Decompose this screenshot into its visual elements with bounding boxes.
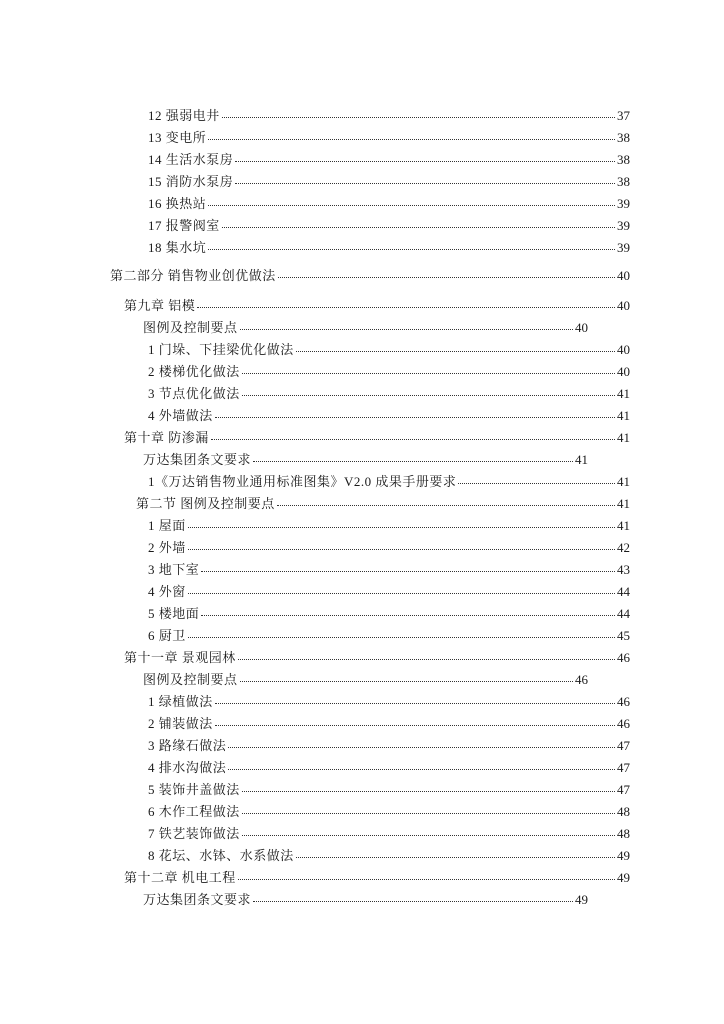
toc-dot-leader [222, 106, 615, 118]
toc-entry-page: 42 [617, 540, 630, 555]
toc-entry[interactable] [148, 758, 630, 778]
toc-entry-page: 40 [617, 298, 630, 313]
toc-entry-page: 37 [617, 108, 630, 123]
toc-entry-page: 41 [617, 518, 630, 533]
toc-dot-leader [242, 362, 615, 374]
toc-entry-page: 48 [617, 826, 630, 841]
toc-entry-title: 16 换热站 [148, 196, 207, 211]
toc-dot-leader [188, 538, 615, 550]
toc-entry-page: 38 [617, 130, 630, 145]
toc-entry-page: 46 [617, 716, 630, 731]
toc-dot-leader [242, 780, 615, 792]
toc-entry-title: 图例及控制要点 [143, 672, 238, 687]
toc-entry[interactable] [148, 714, 630, 734]
toc-entry[interactable] [148, 128, 630, 148]
toc-entry-title: 2 外墙 [148, 540, 186, 555]
toc-entry-title: 14 生活水泵房 [148, 152, 234, 167]
toc-entry[interactable] [148, 692, 630, 712]
toc-entry-page: 46 [575, 672, 588, 687]
toc-dot-leader [242, 384, 615, 396]
toc-entry[interactable] [148, 780, 630, 800]
toc-dot-leader [240, 670, 573, 682]
toc-entry-page: 41 [575, 452, 588, 467]
toc-dot-leader [222, 216, 615, 228]
toc-entry-page: 41 [617, 408, 630, 423]
toc-entry[interactable] [148, 846, 630, 866]
toc-entry[interactable] [148, 538, 630, 558]
toc-entry-title: 第十二章 机电工程 [124, 870, 236, 885]
toc-dot-leader [208, 238, 615, 250]
toc-dot-leader [188, 516, 615, 528]
toc-entry-title: 第二节 图例及控制要点 [136, 496, 275, 511]
toc-entry[interactable] [148, 106, 630, 126]
toc-entry[interactable] [124, 868, 630, 888]
toc-entry[interactable] [143, 670, 588, 690]
toc-entry[interactable] [148, 150, 630, 170]
toc-entry[interactable] [148, 194, 630, 214]
toc-entry[interactable] [143, 318, 588, 338]
toc-entry-title: 4 外墙做法 [148, 408, 213, 423]
toc-dot-leader [208, 128, 615, 140]
toc-entry-page: 47 [617, 738, 630, 753]
toc-entry-page: 41 [617, 430, 630, 445]
toc-entry[interactable] [148, 472, 630, 492]
toc-entry[interactable] [148, 824, 630, 844]
toc-entry[interactable] [148, 384, 630, 404]
toc-entry-page: 47 [617, 782, 630, 797]
toc-dot-leader [215, 714, 615, 726]
toc-entry-page: 41 [617, 496, 630, 511]
toc-dot-leader [211, 428, 615, 440]
toc-entry[interactable] [124, 648, 630, 668]
toc-dot-leader [296, 340, 615, 352]
toc-entry-page: 41 [617, 386, 630, 401]
toc-entry-title: 1 屋面 [148, 518, 186, 533]
toc-entry-page: 46 [617, 694, 630, 709]
toc-entry-title: 5 装饰井盖做法 [148, 782, 240, 797]
toc-dot-leader [277, 494, 615, 506]
toc-entry-title: 3 地下室 [148, 562, 200, 577]
toc-entry-title: 6 厨卫 [148, 628, 186, 643]
toc-entry-page: 39 [617, 218, 630, 233]
toc-entry-page: 44 [617, 606, 630, 621]
toc-dot-leader [235, 150, 615, 162]
toc-entry[interactable] [148, 362, 630, 382]
toc-entry-page: 44 [617, 584, 630, 599]
toc-entry-title: 3 路缘石做法 [148, 738, 227, 753]
toc-entry[interactable] [110, 266, 630, 286]
toc-dot-leader [197, 296, 615, 308]
toc-entry[interactable] [136, 494, 630, 514]
toc-entry-title: 1 门垛、下挂梁优化做法 [148, 342, 294, 357]
toc-entry[interactable] [148, 560, 630, 580]
toc-entry-title: 8 花坛、水钵、水系做法 [148, 848, 294, 863]
toc-entry-page: 49 [575, 892, 588, 907]
toc-entry-title: 15 消防水泵房 [148, 174, 234, 189]
toc-entry[interactable] [148, 238, 630, 258]
toc-entry-page: 41 [617, 474, 630, 489]
toc-dot-leader [215, 692, 615, 704]
toc-entry[interactable] [148, 626, 630, 646]
toc-entry[interactable] [124, 428, 630, 448]
toc-entry[interactable] [148, 216, 630, 236]
toc-entry-page: 38 [617, 152, 630, 167]
toc-dot-leader [188, 582, 615, 594]
toc-entry[interactable] [148, 340, 630, 360]
toc-entry-title: 17 报警阀室 [148, 218, 220, 233]
toc-entry[interactable] [148, 406, 630, 426]
toc-entry-title: 6 木作工程做法 [148, 804, 240, 819]
toc-entry-page: 48 [617, 804, 630, 819]
toc-dot-leader [188, 626, 615, 638]
toc-entry-title: 7 铁艺装饰做法 [148, 826, 240, 841]
toc-dot-leader [238, 648, 615, 660]
toc-entry-title: 1《万达销售物业通用标准图集》V2.0 成果手册要求 [148, 474, 457, 489]
toc-entry[interactable] [148, 736, 630, 756]
toc-dot-leader [242, 802, 615, 814]
toc-entry-title: 12 强弱电井 [148, 108, 220, 123]
toc-dot-leader [238, 868, 615, 880]
toc-dot-leader [253, 890, 573, 902]
toc-entry-title: 第十章 防渗漏 [124, 430, 209, 445]
toc-entry[interactable] [148, 604, 630, 624]
toc-entry[interactable] [143, 450, 588, 470]
toc-dot-leader [278, 266, 615, 278]
toc-entry[interactable] [148, 582, 630, 602]
toc-entry-title: 第九章 铝模 [124, 298, 196, 313]
toc-entry-title: 4 排水沟做法 [148, 760, 227, 775]
toc-entry-title: 18 集水坑 [148, 240, 207, 255]
toc-dot-leader [228, 736, 615, 748]
toc-entry-title: 2 楼梯优化做法 [148, 364, 240, 379]
toc-entry-page: 45 [617, 628, 630, 643]
toc-entry[interactable] [148, 516, 630, 536]
toc-dot-leader [242, 824, 615, 836]
toc-entry-title: 第十一章 景观园林 [124, 650, 236, 665]
toc-entry-title: 图例及控制要点 [143, 320, 238, 335]
toc-entry-title: 第二部分 销售物业创优做法 [110, 268, 276, 283]
toc-entry-title: 5 楼地面 [148, 606, 200, 621]
toc-entry-page: 39 [617, 240, 630, 255]
toc-entry-title: 2 铺装做法 [148, 716, 213, 731]
toc-entry[interactable] [148, 172, 630, 192]
toc-entry-title: 万达集团条文要求 [143, 452, 252, 467]
toc-dot-leader [201, 560, 615, 572]
toc-entry-page: 40 [575, 320, 588, 335]
toc-dot-leader [208, 194, 615, 206]
toc-entry-page: 40 [617, 268, 630, 283]
toc-entry-page: 49 [617, 870, 630, 885]
toc-dot-leader [253, 450, 573, 462]
toc-entry[interactable] [148, 802, 630, 822]
toc-entry[interactable] [143, 890, 588, 910]
toc-entry-title: 4 外窗 [148, 584, 186, 599]
toc-dot-leader [235, 172, 615, 184]
toc-entry-page: 43 [617, 562, 630, 577]
toc-dot-leader [215, 406, 615, 418]
toc-dot-leader [458, 472, 615, 484]
toc-entry-title: 万达集团条文要求 [143, 892, 252, 907]
toc-entry-page: 46 [617, 650, 630, 665]
toc-entry-title: 1 绿植做法 [148, 694, 213, 709]
toc-entry-page: 40 [617, 364, 630, 379]
toc-dot-leader [201, 604, 615, 616]
toc-entry-page: 49 [617, 848, 630, 863]
toc-dot-leader [240, 318, 573, 330]
toc-entry-page: 38 [617, 174, 630, 189]
toc-entry-page: 39 [617, 196, 630, 211]
toc-dot-leader [296, 846, 615, 858]
toc-entry-title: 3 节点优化做法 [148, 386, 240, 401]
toc-entry-page: 47 [617, 760, 630, 775]
toc-entry-page: 40 [617, 342, 630, 357]
toc-entry-title: 13 变电所 [148, 130, 207, 145]
toc-dot-leader [228, 758, 615, 770]
toc-entry[interactable] [124, 296, 630, 316]
